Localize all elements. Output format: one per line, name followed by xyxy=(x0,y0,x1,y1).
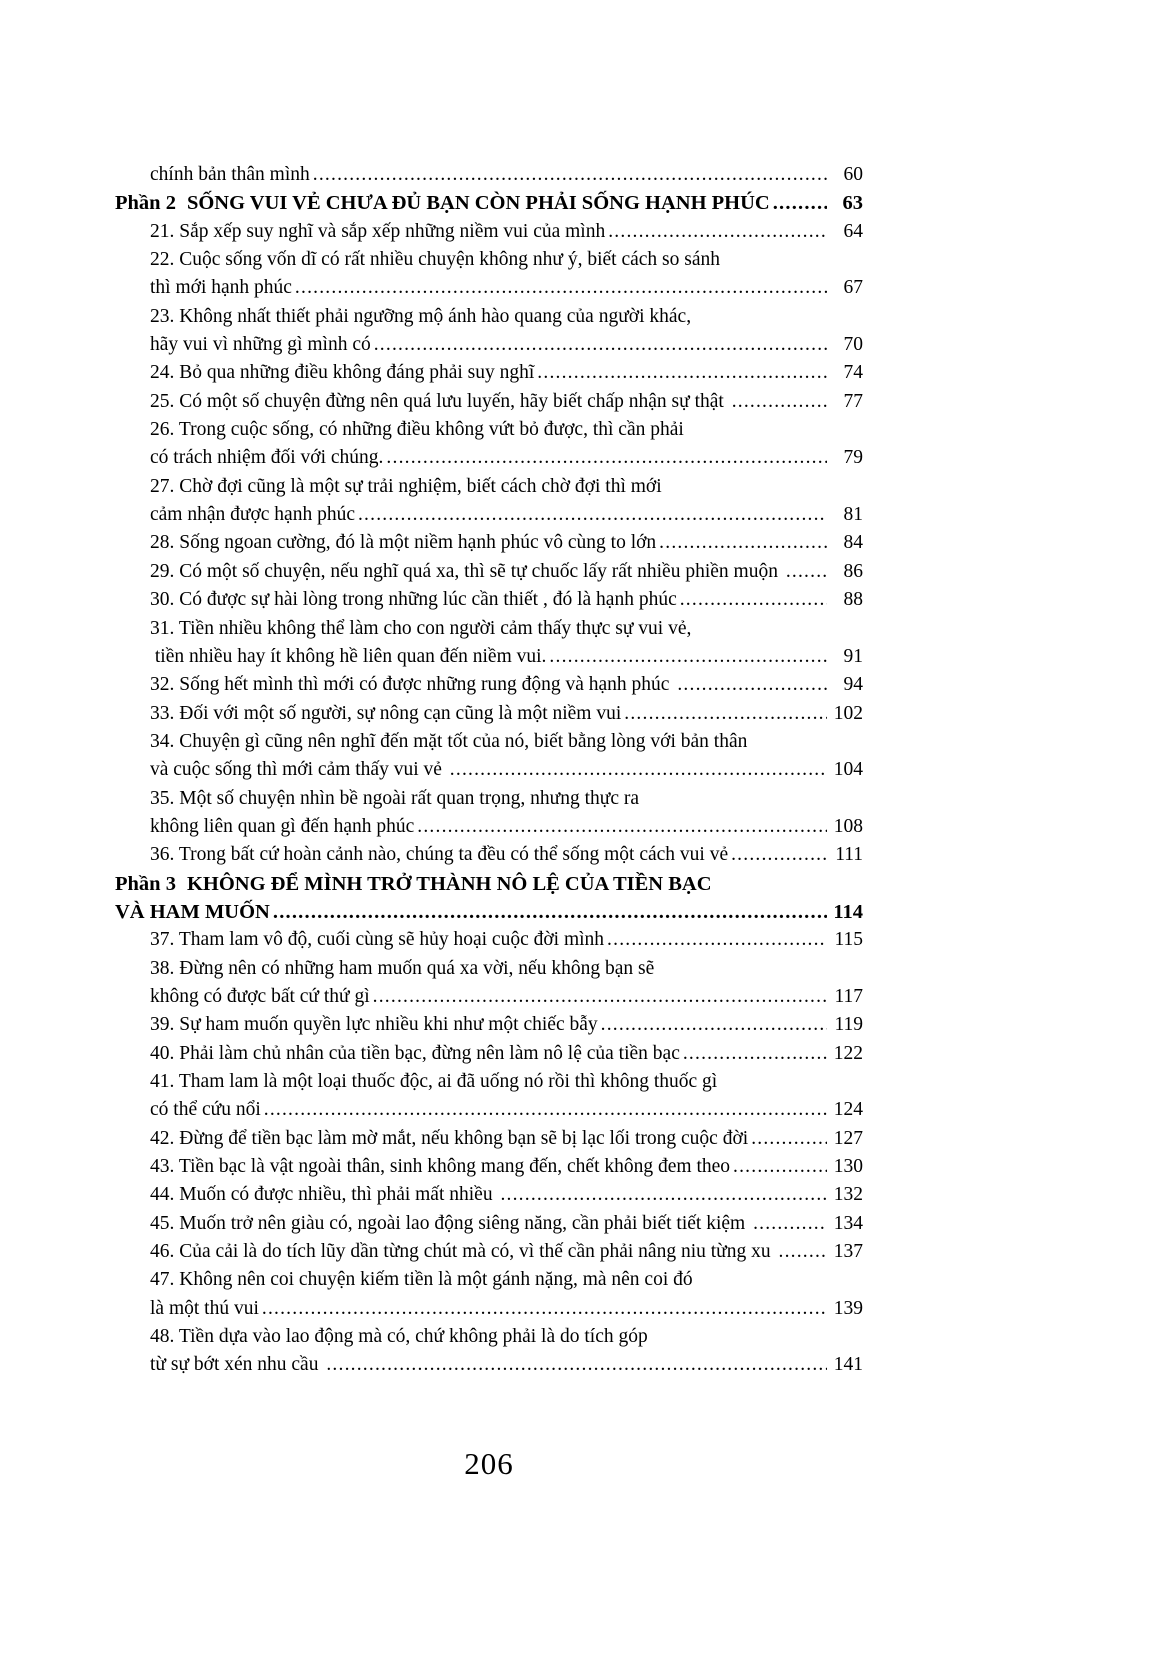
toc-line xyxy=(115,1238,863,1266)
toc-text: 38. Đừng nên có những ham muốn quá xa vời, nếu không bạn sẽ xyxy=(150,957,655,979)
toc-text: là một thú vui xyxy=(150,1297,259,1319)
dot-leader xyxy=(607,926,827,954)
page-number: 88 xyxy=(843,589,863,611)
dot-leader xyxy=(295,274,827,302)
dot-leader xyxy=(549,643,827,671)
dot-leader xyxy=(326,1351,827,1379)
toc-text: tiền nhiều hay ít không hề liên quan đến niềm vui. xyxy=(150,645,547,667)
toc-line xyxy=(115,1153,863,1181)
dot-leader xyxy=(732,388,827,416)
toc-text: hãy vui vì những gì mình có xyxy=(150,334,371,356)
page-number: 111 xyxy=(835,844,863,866)
page-number: 67 xyxy=(843,277,863,299)
toc-line xyxy=(115,983,863,1011)
dot-leader xyxy=(262,1295,827,1323)
toc-line xyxy=(115,586,863,614)
page-number: 77 xyxy=(843,390,863,412)
toc-text: có trách nhiệm đối với chúng. xyxy=(150,447,384,469)
toc-text: 40. Phải làm chủ nhân của tiền bạc, đừng nên làm nô lệ của tiền bạc xyxy=(150,1042,680,1064)
toc-text: VÀ HAM MUỐN xyxy=(115,900,270,923)
page-number: 64 xyxy=(843,220,863,242)
dot-leader xyxy=(358,501,827,529)
toc-line xyxy=(115,359,863,387)
dot-leader xyxy=(608,218,827,246)
page-number: 117 xyxy=(834,985,863,1007)
toc-line xyxy=(115,529,863,557)
dot-leader xyxy=(786,558,827,586)
toc-line xyxy=(115,1040,863,1068)
toc-text: 25. Có một số chuyện đừng nên quá lưu luyến, hãy biết chấp nhận sự thật xyxy=(150,390,729,412)
toc-text: 29. Có một số chuyện, nếu nghĩ quá xa, thì sẽ tự chuốc lấy rất nhiều phiền muộn xyxy=(150,560,783,582)
page-number: 139 xyxy=(833,1297,863,1319)
toc-line xyxy=(115,898,863,926)
toc-line xyxy=(115,444,863,472)
dot-leader xyxy=(500,1181,827,1209)
page-number: 137 xyxy=(833,1241,863,1263)
dot-leader xyxy=(683,1040,827,1068)
toc-line xyxy=(115,1323,863,1351)
dot-leader xyxy=(264,1096,827,1124)
toc-text: 35. Một số chuyện nhìn bề ngoài rất quan trọng, nhưng thực ra xyxy=(150,787,640,809)
dot-leader xyxy=(537,359,827,387)
dot-leader xyxy=(733,1153,827,1181)
toc-line xyxy=(115,331,863,359)
toc-text: 21. Sắp xếp suy nghĩ và sắp xếp những niềm vui của mình xyxy=(150,220,606,242)
toc-text: 22. Cuộc sống vốn dĩ có rất nhiều chuyện không như ý, biết cách so sánh xyxy=(150,249,721,271)
page-number: 94 xyxy=(843,674,863,696)
toc-text: chính bản thân mình xyxy=(150,164,310,185)
toc-text: 28. Sống ngoan cường, đó là một niềm hạnh phúc vô cùng to lớn xyxy=(150,532,657,554)
toc-text: 46. Của cải là do tích lũy dần từng chút mà có, vì thế cần phải nâng niu từng xu xyxy=(150,1241,776,1263)
toc-text: 41. Tham lam là một loại thuốc độc, ai đã uống nó rồi thì không thuốc gì xyxy=(150,1071,718,1092)
toc-line xyxy=(115,416,863,444)
toc-line xyxy=(115,870,863,898)
toc-line xyxy=(115,841,863,869)
page-number: 127 xyxy=(833,1127,863,1149)
page-number: 74 xyxy=(843,362,863,384)
toc-text: 39. Sự ham muốn quyền lực nhiều khi như một chiếc bẫy xyxy=(150,1014,598,1036)
toc-line xyxy=(115,1096,863,1124)
dot-leader xyxy=(624,700,827,728)
toc-line xyxy=(115,501,863,529)
toc-text: 32. Sống hết mình thì mới có được những rung động và hạnh phúc xyxy=(150,674,675,696)
page-number: 114 xyxy=(833,900,863,923)
dot-leader xyxy=(773,189,827,217)
dot-leader xyxy=(417,813,827,841)
page-number: 108 xyxy=(833,815,863,837)
toc-line xyxy=(115,1351,863,1379)
page-number: 124 xyxy=(833,1099,863,1121)
toc-line xyxy=(115,473,863,501)
toc-line xyxy=(115,303,863,331)
toc-line xyxy=(115,926,863,954)
toc-text: không có được bất cứ thứ gì xyxy=(150,985,370,1007)
page-number: 122 xyxy=(833,1042,863,1064)
dot-leader xyxy=(450,756,827,784)
page-number: 81 xyxy=(843,504,863,526)
page-number: 134 xyxy=(833,1212,863,1234)
dot-leader xyxy=(680,586,827,614)
dot-leader xyxy=(374,331,827,359)
toc-text: từ sự bớt xén nhu cầu xyxy=(150,1354,324,1376)
toc-text: 44. Muốn có được nhiều, thì phải mất nhiều xyxy=(150,1184,498,1206)
dot-leader xyxy=(386,444,827,472)
part-heading xyxy=(115,189,770,217)
toc-text: 37. Tham lam vô độ, cuối cùng sẽ hủy hoại cuộc đời mình xyxy=(150,929,605,951)
page-number: 79 xyxy=(843,447,863,469)
toc-line xyxy=(115,1068,863,1096)
part-label: Phần 2 xyxy=(115,192,176,215)
toc-line xyxy=(115,246,863,274)
toc-text: 27. Chờ đợi cũng là một sự trải nghiệm, biết cách chờ đợi thì mới xyxy=(150,475,662,497)
toc-line xyxy=(115,700,863,728)
toc-text: 34. Chuyện gì cũng nên nghĩ đến mặt tốt của nó, biết bằng lòng với bản thân xyxy=(150,730,748,752)
dot-leader xyxy=(751,1125,827,1153)
page-number: 86 xyxy=(843,560,863,582)
page-number: 60 xyxy=(843,164,863,185)
toc-line xyxy=(115,955,863,983)
toc-text: 48. Tiền dựa vào lao động mà có, chứ không phải là do tích góp xyxy=(150,1326,648,1348)
page-number: 63 xyxy=(842,192,863,215)
toc-line xyxy=(115,1011,863,1039)
toc-line xyxy=(115,218,863,246)
dot-leader xyxy=(313,161,827,189)
toc-line xyxy=(115,728,863,756)
toc-line xyxy=(115,643,863,671)
part-title: KHÔNG ĐỂ MÌNH TRỞ THÀNH NÔ LỆ CỦA TIỀN BẠC xyxy=(186,872,712,895)
toc-text: thì mới hạnh phúc xyxy=(150,277,292,299)
toc-line xyxy=(115,161,863,189)
toc-text: 30. Có được sự hài lòng trong những lúc cần thiết , đó là hạnh phúc xyxy=(150,589,677,611)
page-number: 70 xyxy=(843,334,863,356)
dot-leader xyxy=(601,1011,827,1039)
footer-page-number: 206 xyxy=(464,1446,514,1481)
toc-line xyxy=(115,189,863,217)
dot-leader xyxy=(273,898,827,926)
page-number: 84 xyxy=(843,532,863,554)
toc-text: có thể cứu nổi xyxy=(150,1099,261,1121)
dot-leader xyxy=(753,1210,827,1238)
toc-line xyxy=(115,785,863,813)
toc-line xyxy=(115,1125,863,1153)
toc-line xyxy=(115,756,863,784)
page-number: 104 xyxy=(833,759,863,781)
toc-text: 26. Trong cuộc sống, có những điều không vứt bỏ được, thì cần phải xyxy=(150,419,684,441)
toc-line xyxy=(115,1181,863,1209)
toc-line xyxy=(115,558,863,586)
toc-line xyxy=(115,813,863,841)
toc-line xyxy=(115,671,863,699)
part-title: SỐNG VUI VẺ CHƯA ĐỦ BẠN CÒN PHẢI SỐNG HẠNH PHÚC xyxy=(186,192,770,215)
dot-leader xyxy=(779,1238,828,1266)
page-number: 91 xyxy=(843,645,863,667)
toc-text: 24. Bỏ qua những điều không đáng phải suy nghĩ xyxy=(150,362,535,384)
dot-leader xyxy=(731,841,827,869)
dot-leader xyxy=(677,671,827,699)
toc-line xyxy=(115,1295,863,1323)
page-number: 132 xyxy=(833,1184,863,1206)
page-number: 115 xyxy=(834,929,863,951)
toc-line xyxy=(115,615,863,643)
toc-line xyxy=(115,1266,863,1294)
toc-text: 47. Không nên coi chuyện kiếm tiền là một gánh nặng, mà nên coi đó xyxy=(150,1269,693,1291)
toc-text: 42. Đừng để tiền bạc làm mờ mắt, nếu không bạn sẽ bị lạc lối trong cuộc đời xyxy=(150,1127,749,1149)
toc-text: cảm nhận được hạnh phúc xyxy=(150,504,355,526)
page-number: 102 xyxy=(833,702,863,724)
toc-text: 36. Trong bất cứ hoàn cảnh nào, chúng ta đều có thể sống một cách vui vẻ xyxy=(150,844,729,866)
toc xyxy=(115,161,863,1380)
page-number: 141 xyxy=(833,1354,863,1376)
part-label: Phần 3 xyxy=(115,872,176,895)
toc-line xyxy=(115,274,863,302)
part-heading xyxy=(115,870,712,898)
toc-text: 45. Muốn trở nên giàu có, ngoài lao động siêng năng, cần phải biết tiết kiệm xyxy=(150,1212,751,1234)
toc-line xyxy=(115,388,863,416)
toc-text: 33. Đối với một số người, sự nông cạn cũng là một niềm vui xyxy=(150,702,622,724)
toc-text: 23. Không nhất thiết phải ngưỡng mộ ánh hào quang của người khác, xyxy=(150,305,692,327)
page-number: 119 xyxy=(834,1014,863,1036)
toc-line xyxy=(115,1210,863,1238)
toc-text: 31. Tiền nhiều không thể làm cho con người cảm thấy thực sự vui vẻ, xyxy=(150,617,692,639)
dot-leader xyxy=(373,983,827,1011)
dot-leader xyxy=(659,529,827,557)
page-number: 130 xyxy=(833,1156,863,1178)
toc-text: và cuộc sống thì mới cảm thấy vui vẻ xyxy=(150,759,447,781)
toc-text: không liên quan gì đến hạnh phúc xyxy=(150,815,415,837)
toc-text: 43. Tiền bạc là vật ngoài thân, sinh không mang đến, chết không đem theo xyxy=(150,1156,731,1178)
